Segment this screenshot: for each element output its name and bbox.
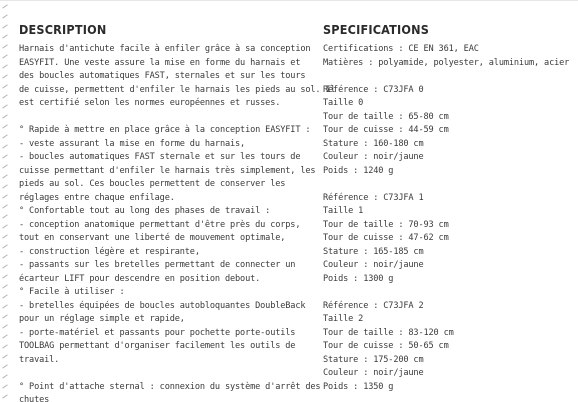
paragraph-gap xyxy=(19,111,291,125)
spec-line: Tour de taille : 65-80 cm xyxy=(323,111,449,122)
spec-line: Poids : 1350 g xyxy=(323,381,394,392)
spec-line: Taille 2 xyxy=(323,314,364,324)
spec-line: Référence : C73JFA 1 xyxy=(323,192,424,203)
description-line: cuisse permettant d'enfiler le harnais très simplement, les xyxy=(19,165,316,176)
edge-tick xyxy=(2,24,7,28)
spec-line: Certifications : CE EN 361, EAC xyxy=(323,44,479,54)
edge-tick xyxy=(2,234,7,238)
description-line: chutes xyxy=(19,395,50,402)
description-line: tout en conservant une liberté de mouvement optimale, xyxy=(19,233,286,243)
edge-tick xyxy=(2,354,7,358)
edge-tick xyxy=(2,254,7,258)
edge-tick xyxy=(2,64,7,68)
description-line: ° Rapide à mettre en place grâce à la conception EASYFIT : xyxy=(19,125,311,135)
description-line: est certifié selon les normes européennes et russes. xyxy=(19,98,281,108)
top-divider xyxy=(0,0,578,1)
edge-tick xyxy=(2,34,7,38)
edge-tick xyxy=(2,224,7,228)
spec-line: Référence : C73JFA 2 xyxy=(323,300,424,311)
edge-tick xyxy=(2,4,7,8)
edge-tick xyxy=(2,314,7,318)
edge-tick xyxy=(2,204,7,208)
left-edge-decoration xyxy=(0,0,10,402)
spec-line: Poids : 1300 g xyxy=(323,273,394,284)
edge-tick xyxy=(2,324,7,328)
spec-line: Tour de cuisse : 50-65 cm xyxy=(323,341,449,351)
edge-tick xyxy=(2,14,7,18)
description-line: écarteur LIFT pour descendre en position debout. xyxy=(19,273,261,284)
spec-line: Tour de cuisse : 44-59 cm xyxy=(323,125,449,135)
spec-line: Matières : polyamide, polyester, aluminium, acier xyxy=(323,57,570,68)
edge-tick xyxy=(2,144,7,148)
edge-tick xyxy=(2,274,7,278)
edge-tick xyxy=(2,334,7,338)
edge-tick xyxy=(2,394,7,398)
edge-tick xyxy=(2,244,7,248)
edge-tick xyxy=(2,264,7,268)
spec-line: Référence : C73JFA 0 xyxy=(323,84,424,95)
description-line: - conception anatomique permettant d'être près du corps, xyxy=(19,219,301,230)
edge-tick xyxy=(2,184,7,188)
edge-tick xyxy=(2,54,7,58)
paragraph-gap xyxy=(19,367,291,381)
spec-line: Stature : 160-180 cm xyxy=(323,138,424,149)
spec-line: Tour de cuisse : 47-62 cm xyxy=(323,233,449,243)
specifications-text xyxy=(323,43,568,394)
description-line: des boucles automatiques FAST, sternales et sur les tours xyxy=(19,71,306,81)
spec-line: Stature : 165-185 cm xyxy=(323,246,424,257)
spec-line: Couleur : noir/jaune xyxy=(323,260,424,270)
edge-tick xyxy=(2,124,7,128)
description-line: - boucles automatiques FAST sternale et sur les tours de xyxy=(19,152,301,162)
description-line: - veste assurant la mise en forme du harnais, xyxy=(19,138,246,149)
description-line: travail. xyxy=(19,354,60,365)
edge-tick xyxy=(2,294,7,298)
description-line: de cuisse, permettent d'enfiler le harnais les pieds au sol. Il xyxy=(19,84,336,95)
spec-line: Stature : 175-200 cm xyxy=(323,354,424,365)
paragraph-gap xyxy=(323,178,568,192)
description-text xyxy=(19,43,336,402)
edge-tick xyxy=(2,374,7,378)
description-line: TOOLBAG permettant d'organiser facilement les outils de xyxy=(19,341,296,351)
description-line: - porte-matériel et passants pour pochette porte-outils xyxy=(19,327,296,338)
description-line: ° Facile à utiliser : xyxy=(19,287,125,297)
spec-line: Taille 0 xyxy=(323,98,364,108)
spec-line: Poids : 1240 g xyxy=(323,165,394,176)
edge-tick xyxy=(2,164,7,168)
edge-tick xyxy=(2,384,7,388)
spec-line: Couleur : noir/jaune xyxy=(323,152,424,162)
edge-tick xyxy=(2,44,7,48)
description-line: - bretelles équipées de boucles autobloquantes DoubleBack xyxy=(19,300,306,311)
specifications-section xyxy=(323,22,568,394)
edge-tick xyxy=(2,104,7,108)
edge-tick xyxy=(2,284,7,288)
edge-tick xyxy=(2,134,7,138)
description-line: ° Confortable tout au long des phases de travail : xyxy=(19,206,271,216)
description-line: Harnais d'antichute facile à enfiler grâce à sa conception xyxy=(19,44,311,54)
edge-tick xyxy=(2,84,7,88)
edge-tick xyxy=(2,114,7,118)
edge-tick xyxy=(2,344,7,348)
description-line: réglages entre chaque enfilage. xyxy=(19,192,175,203)
description-line: pour un réglage simple et rapide, xyxy=(19,314,185,324)
description-line: EASYFIT. Une veste assure la mise en forme du harnais et xyxy=(19,57,301,68)
specifications-heading: SPECIFICATIONS xyxy=(323,22,430,37)
edge-tick xyxy=(2,74,7,78)
paragraph-gap xyxy=(323,70,568,84)
spec-line: Tour de taille : 83-120 cm xyxy=(323,327,454,338)
description-line: ° Point d'attache sternal : connexion du système d'arrêt des xyxy=(19,381,321,392)
edge-tick xyxy=(2,214,7,218)
description-heading: DESCRIPTION xyxy=(19,22,107,37)
spec-line: Taille 1 xyxy=(323,206,364,216)
edge-tick xyxy=(2,194,7,198)
spec-line: Couleur : noir/jaune xyxy=(323,368,424,378)
spec-line: Tour de taille : 70-93 cm xyxy=(323,219,449,230)
description-line: - construction légère et respirante, xyxy=(19,246,200,257)
paragraph-gap xyxy=(323,286,568,300)
edge-tick xyxy=(2,154,7,158)
description-line: - passants sur les bretelles permettant de connecter un xyxy=(19,260,296,270)
description-line: pieds au sol. Ces boucles permettent de conserver les xyxy=(19,179,286,189)
edge-tick xyxy=(2,364,7,368)
edge-tick xyxy=(2,94,7,98)
edge-tick xyxy=(2,304,7,308)
description-section xyxy=(19,22,336,402)
edge-tick xyxy=(2,174,7,178)
